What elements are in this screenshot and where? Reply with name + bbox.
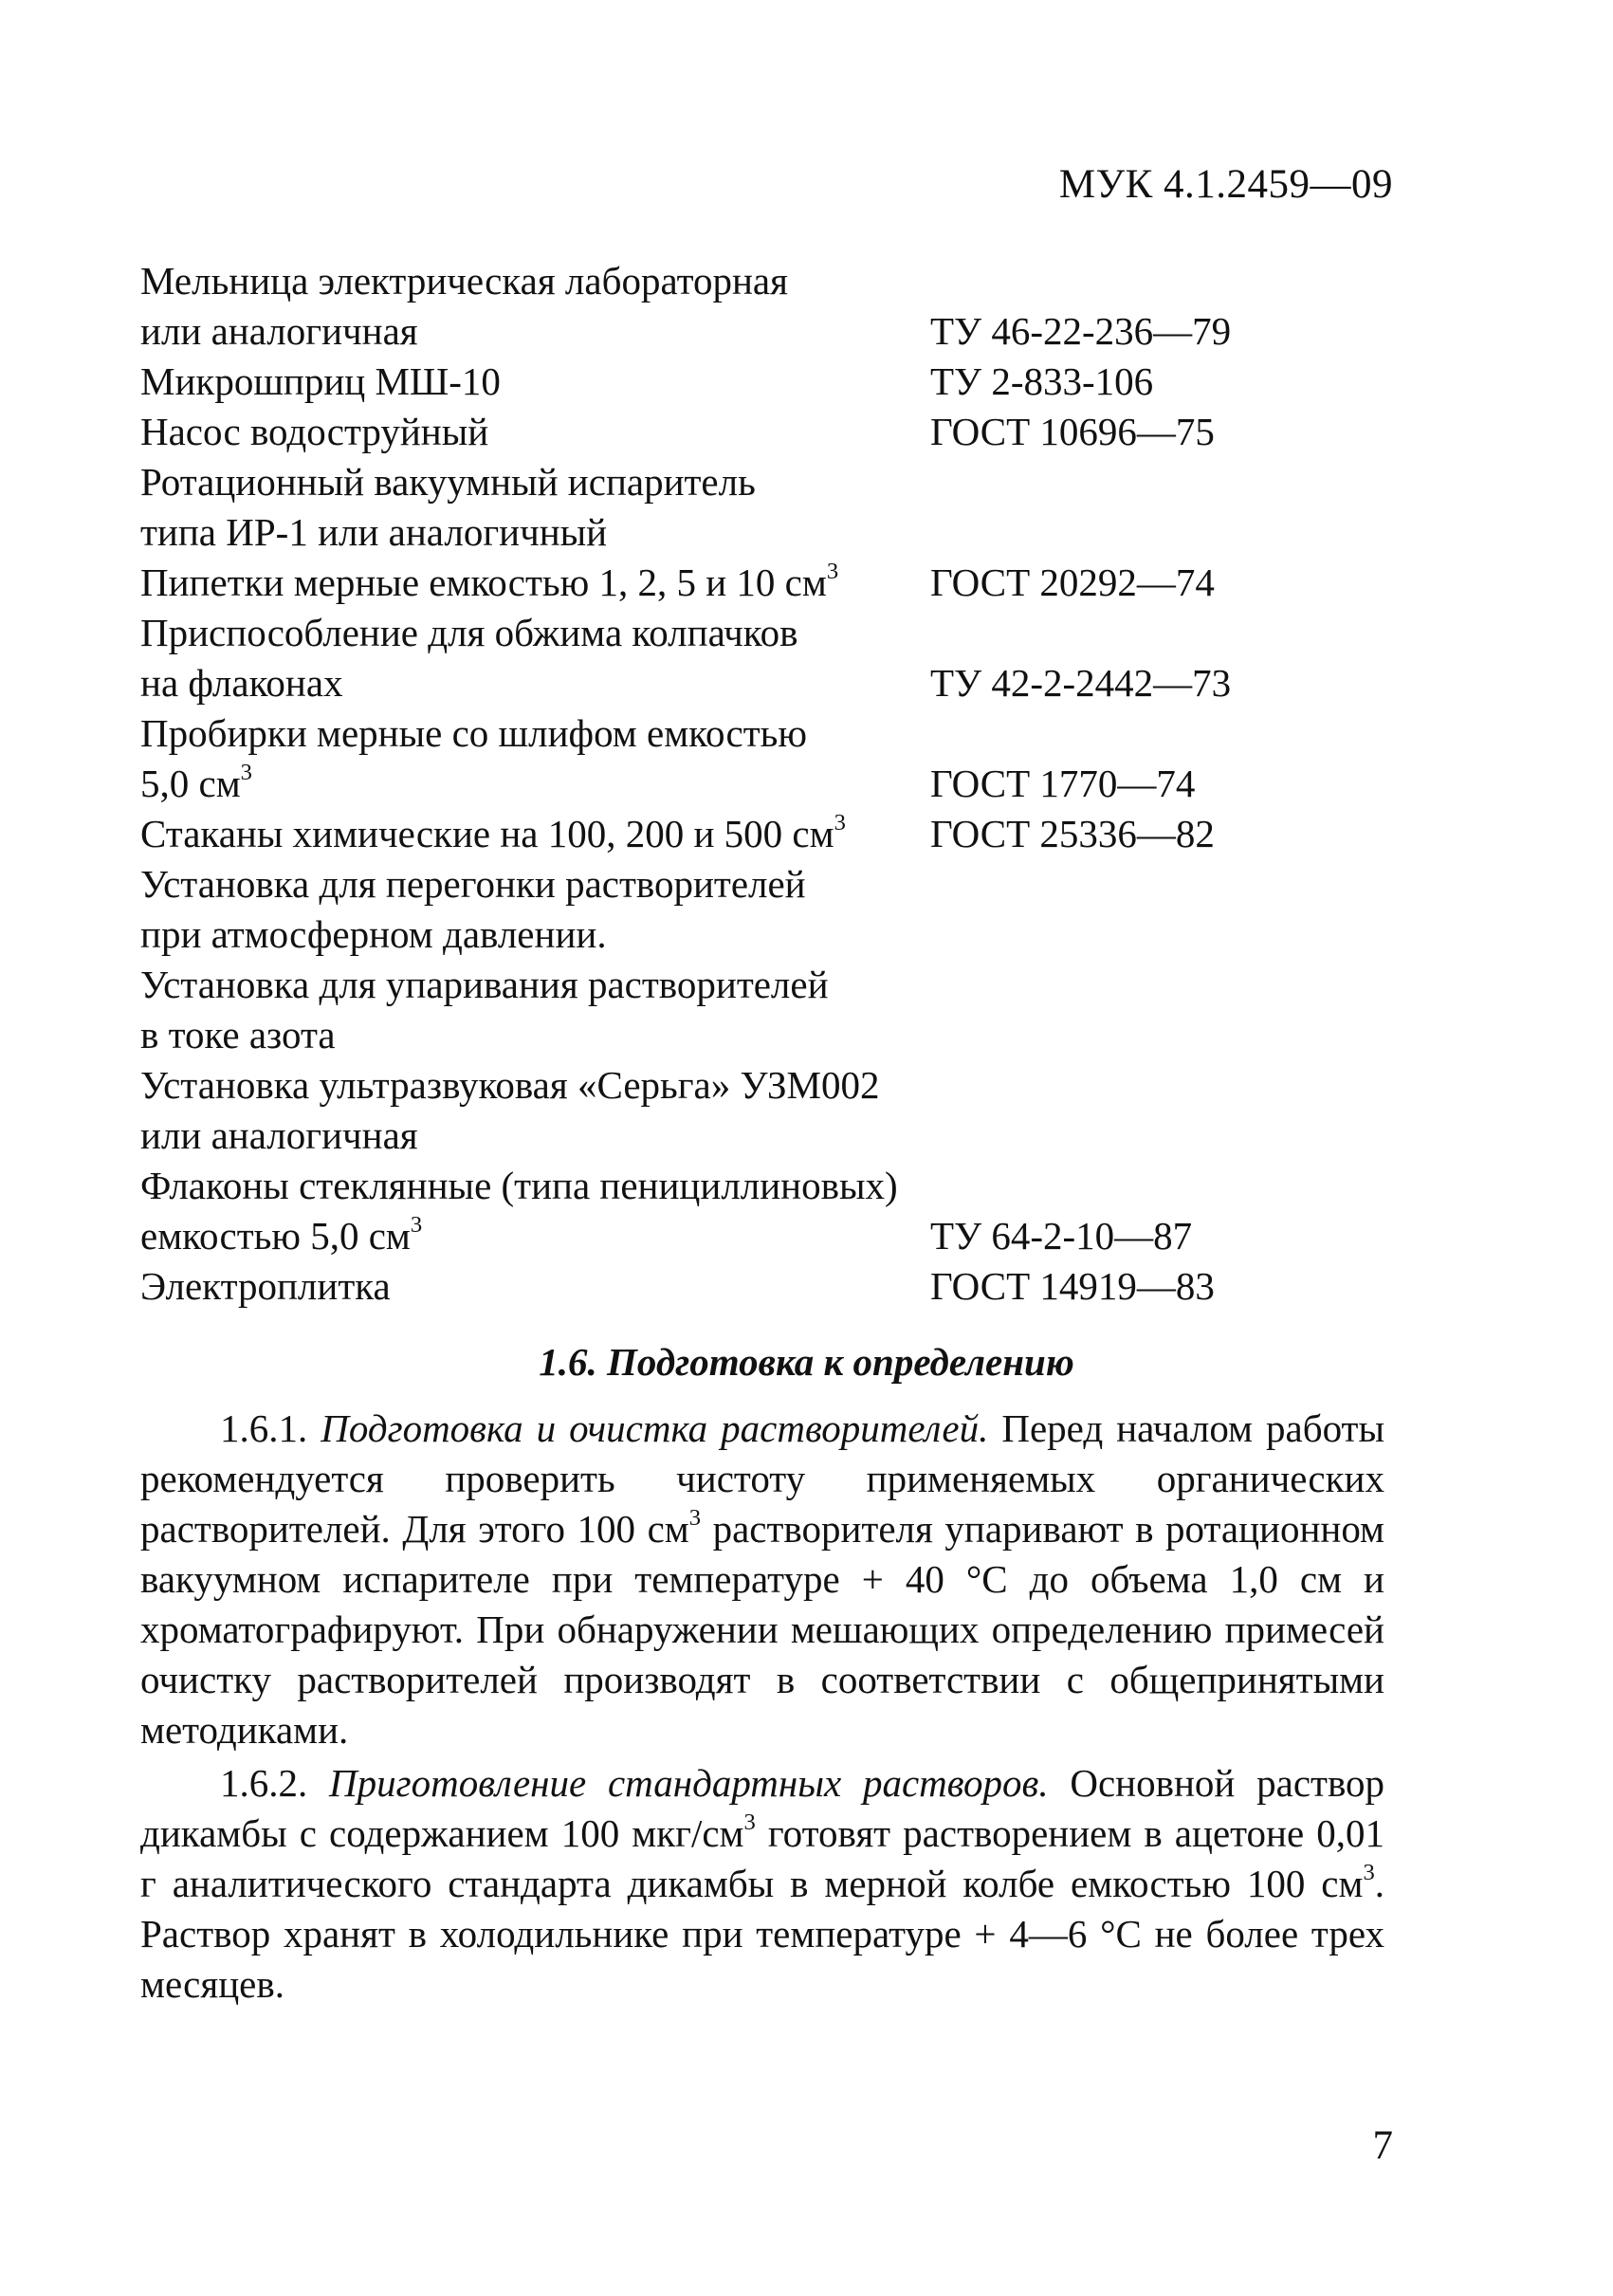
equipment-standard: ТУ 2-833-106 bbox=[930, 359, 1154, 403]
equipment-item bbox=[140, 558, 930, 608]
equipment-row bbox=[140, 507, 1326, 558]
paragraph-text: Перед началом работы рекомендуется проверить чистоту применяемых органических растворителей. Для этого 100 см bbox=[140, 1406, 1384, 1551]
equipment-standard: ГОСТ 10696—75 bbox=[930, 410, 1215, 453]
equipment-row bbox=[140, 1161, 1326, 1211]
equipment-item-text: типа ИР-1 или аналогичный bbox=[140, 510, 608, 554]
equipment-item bbox=[140, 1211, 930, 1261]
equipment-item-text: на флаконах bbox=[140, 661, 343, 705]
equipment-item bbox=[140, 407, 930, 457]
equipment-item-text: в токе азота bbox=[140, 1013, 336, 1056]
paragraph-number: 1.6.1. bbox=[220, 1406, 308, 1450]
superscript: 3 bbox=[743, 1809, 756, 1835]
equipment-item bbox=[140, 1261, 930, 1312]
equipment-row bbox=[140, 558, 1326, 608]
equipment-row bbox=[140, 1111, 1326, 1161]
equipment-standard: ТУ 46-22-236—79 bbox=[930, 309, 1232, 353]
equipment-item-text: 5,0 см bbox=[140, 762, 241, 805]
equipment-row bbox=[140, 306, 1326, 357]
section-title: 1.6. Подготовка к определению bbox=[539, 1340, 1074, 1384]
equipment-row bbox=[140, 457, 1326, 507]
equipment-row bbox=[140, 357, 1326, 407]
superscript: 3 bbox=[240, 759, 252, 785]
paragraph-title: Приготовление стандартных растворов. bbox=[329, 1761, 1049, 1805]
equipment-row bbox=[140, 608, 1326, 658]
superscript: 3 bbox=[410, 1211, 423, 1238]
paragraph-text: . Раствор хранят в холодильнике при температуре + 4—6 °С не более трех месяцев. bbox=[140, 1862, 1384, 2006]
equipment-list bbox=[140, 256, 1326, 1312]
equipment-item-text: Мельница электрическая лабораторная bbox=[140, 259, 788, 303]
equipment-item-text: Стаканы химические на 100, 200 и 500 см bbox=[140, 812, 834, 855]
equipment-row bbox=[140, 859, 1326, 909]
equipment-item-text: Пипетки мерные емкостью 1, 2, 5 и 10 см bbox=[140, 560, 827, 604]
superscript: 3 bbox=[834, 809, 846, 836]
equipment-item-text: Электроплитка bbox=[140, 1264, 391, 1308]
equipment-item-text: Ротационный вакуумный испаритель bbox=[140, 460, 756, 504]
paragraph-number: 1.6.2. bbox=[220, 1761, 308, 1805]
equipment-row bbox=[140, 708, 1326, 759]
equipment-standard: ТУ 42-2-2442—73 bbox=[930, 661, 1232, 705]
equipment-item-text: Флаконы стеклянные (типа пенициллиновых) bbox=[140, 1164, 898, 1207]
equipment-standard: ТУ 64-2-10—87 bbox=[930, 1214, 1193, 1258]
equipment-item-text: или аналогичная bbox=[140, 1113, 418, 1157]
superscript: 3 bbox=[826, 558, 839, 584]
equipment-item bbox=[140, 658, 930, 708]
document-code: МУК 4.1.2459—09 bbox=[1058, 162, 1393, 207]
equipment-item bbox=[140, 357, 930, 407]
equipment-item bbox=[140, 859, 930, 909]
equipment-item bbox=[140, 507, 930, 558]
equipment-item bbox=[140, 1010, 930, 1060]
equipment-row bbox=[140, 809, 1326, 859]
equipment-item bbox=[140, 1060, 930, 1111]
equipment-item-text: Пробирки мерные со шлифом емкостью bbox=[140, 711, 807, 755]
equipment-item bbox=[140, 457, 930, 507]
equipment-row bbox=[140, 256, 1326, 306]
equipment-item bbox=[140, 809, 930, 859]
equipment-standard: ГОСТ 1770—74 bbox=[930, 762, 1196, 805]
page-number: 7 bbox=[1372, 2123, 1393, 2168]
equipment-item bbox=[140, 909, 930, 960]
equipment-item bbox=[140, 608, 930, 658]
equipment-row bbox=[140, 960, 1326, 1010]
equipment-item-text: Приспособление для обжима колпачков bbox=[140, 611, 798, 654]
equipment-row bbox=[140, 759, 1326, 809]
equipment-row bbox=[140, 1010, 1326, 1060]
equipment-item-text: Насос водоструйный bbox=[140, 410, 489, 453]
equipment-item-text: Установка ультразвуковая «Серьга» УЗМ002 bbox=[140, 1063, 880, 1107]
equipment-item bbox=[140, 1111, 930, 1161]
equipment-item-text: емкостью 5,0 см bbox=[140, 1214, 411, 1258]
equipment-item-text: или аналогичная bbox=[140, 309, 418, 353]
equipment-row bbox=[140, 1060, 1326, 1111]
equipment-standard: ГОСТ 25336—82 bbox=[930, 812, 1215, 855]
paragraph-1-6-1 bbox=[140, 1404, 1384, 1755]
equipment-item-text: Установка для упаривания растворителей bbox=[140, 963, 829, 1006]
equipment-standard: ГОСТ 20292—74 bbox=[930, 560, 1215, 604]
equipment-row bbox=[140, 407, 1326, 457]
equipment-row bbox=[140, 1261, 1326, 1312]
superscript: 3 bbox=[1363, 1859, 1375, 1885]
superscript: 3 bbox=[688, 1504, 702, 1531]
equipment-item-text: Микрошприц МШ-10 bbox=[140, 359, 501, 403]
equipment-item bbox=[140, 306, 930, 357]
paragraph-text: готовят растворением в ацетоне 0,01 г аналитического стандарта дикамбы в мерной колбе емкостью 100 см bbox=[140, 1811, 1384, 1905]
equipment-item bbox=[140, 256, 930, 306]
equipment-row bbox=[140, 658, 1326, 708]
equipment-item bbox=[140, 708, 930, 759]
equipment-row bbox=[140, 909, 1326, 960]
equipment-item bbox=[140, 1161, 930, 1211]
equipment-item bbox=[140, 759, 930, 809]
equipment-row bbox=[140, 1211, 1326, 1261]
paragraph-1-6-2 bbox=[140, 1758, 1384, 2010]
paragraph-text: Основной раствор дикамбы с содержанием 100 мкг/см bbox=[140, 1761, 1385, 1855]
equipment-item-text: Установка для перегонки растворителей bbox=[140, 862, 806, 906]
equipment-item bbox=[140, 960, 930, 1010]
equipment-item-text: при атмосферном давлении. bbox=[140, 912, 607, 956]
paragraph-title: Подготовка и очистка растворителей. bbox=[321, 1406, 989, 1450]
equipment-standard: ГОСТ 14919—83 bbox=[930, 1264, 1215, 1308]
paragraph-text: растворителя упаривают в ротационном вакуумном испарителе при температуре + 40 °С до объема 1,0 см и хроматографируют. При обнаружении мешающих определению примесей очистку растворителей производят в соответствии с общепринятыми методиками. bbox=[140, 1507, 1384, 1752]
